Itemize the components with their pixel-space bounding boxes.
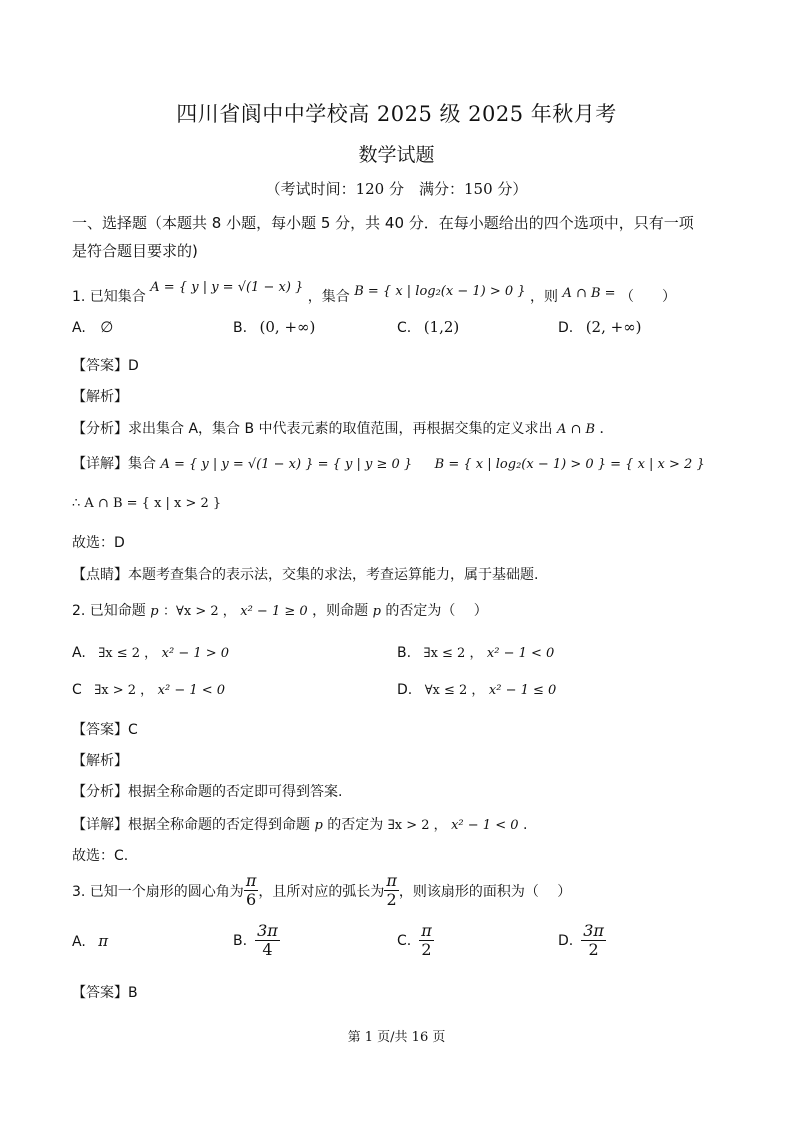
q1-xiangjie-b: B = { x | log₂(x − 1) > 0 } = { x | x > 2 } (434, 457, 705, 472)
q2-option-a-q: ∃x ≤ 2 ， (98, 646, 158, 661)
q3-arc-fraction (384, 872, 399, 909)
q1-option-c-value: (1,2) (423, 318, 460, 336)
section-heading-line2: 是符合题目要求的) (72, 242, 198, 260)
q3-option-b-numerator: 3π (257, 921, 278, 940)
q3-option-d-fraction (581, 922, 606, 959)
q1-xiangjie (72, 453, 705, 473)
q3-option-d-label: D. (558, 932, 574, 949)
q2-xiangjie-p: p (314, 818, 323, 833)
q1-option-d (558, 318, 642, 336)
q2-option-b (397, 642, 554, 661)
q1-comment: 【点睛】本题考查集合的表示法，交集的求法，考查运算能力，属于基础题. (72, 567, 539, 583)
q2-option-a-label: A. (72, 645, 86, 661)
q2-option-d (397, 679, 556, 698)
q2-xiangjie-end: . (522, 817, 528, 833)
q3-option-b (233, 922, 280, 959)
q1-stem-prefix: 1. 已知集合 (72, 289, 146, 305)
q2-option-c-ineq: x² − 1 < 0 (157, 683, 226, 698)
q2-choose: 故选：C. (72, 848, 129, 864)
q2-xiangjie-prefix: 【详解】根据全称命题的否定得到命题 (72, 817, 310, 833)
q1-set-b: B = { x | log₂(x − 1) > 0 } (354, 284, 526, 299)
q2-option-c-q: ∃x > 2 ， (94, 683, 154, 698)
q3-angle-denominator: 6 (245, 890, 257, 909)
q1-fenxi-text: 【分析】求出集合 A，集合 B 中代表元素的取值范围，再根据交集的定义求出 (72, 421, 553, 437)
q3-option-b-label: B. (233, 932, 248, 949)
q1-option-d-label: D. (558, 320, 574, 336)
q1-fenxi (72, 418, 614, 438)
q1-xiangjie-prefix: 【详解】集合 (72, 456, 156, 472)
q2-option-b-q: ∃x ≤ 2 ， (423, 646, 483, 661)
q2-p: p (150, 604, 159, 619)
q3-option-a (72, 932, 108, 950)
q1-option-c (397, 318, 459, 336)
q2-xiangjie (72, 814, 527, 834)
q1-fenxi-end: ． (599, 421, 614, 437)
exam-info: （考试时间：120 分 满分：150 分） (265, 180, 528, 198)
q1-option-a (72, 318, 113, 336)
q3-answer: 【答案】B (72, 985, 138, 1001)
q1-fenxi-math: A ∩ B (556, 422, 596, 437)
q1-blank: （ ） (620, 289, 677, 305)
q1-option-b (233, 318, 315, 336)
q3-option-d (558, 922, 606, 959)
q3-option-a-label: A. (72, 934, 86, 950)
q1-stem-comma: ，则 (530, 289, 558, 305)
q1-ask: A ∩ B = (562, 286, 616, 301)
q2-stem-mid: ：∀x > 2 ， (163, 604, 236, 619)
q2-option-b-label: B. (397, 645, 412, 661)
q2-stem-prefix: 2. 已知命题 (72, 603, 146, 619)
q3-option-c (397, 922, 434, 959)
q3-stem-end: ，则该扇形的面积为（ ） (398, 883, 572, 900)
q1-stem (72, 280, 677, 306)
q2-fenxi: 【分析】根据全称命题的否定即可得到答案. (72, 784, 343, 800)
q2-option-a-ineq: x² − 1 > 0 (161, 646, 230, 661)
q1-option-b-label: B. (233, 320, 248, 336)
q2-xiangjie-ineq: x² − 1 < 0 (451, 818, 519, 833)
q2-option-d-ineq: x² − 1 ≤ 0 (488, 683, 557, 698)
q3-angle-fraction (244, 872, 259, 909)
q3-angle-numerator: π (245, 871, 257, 890)
q2-option-a (72, 642, 229, 661)
q2-xiangjie-mid: 的否定为 (327, 817, 384, 833)
q1-option-c-label: C. (397, 320, 412, 336)
page-number: 第 1 页/共 16 页 (347, 1030, 446, 1045)
q3-option-c-label: C. (397, 932, 412, 949)
q2-stem-ineq: x² − 1 ≥ 0 (240, 604, 308, 619)
q1-stem-mid: ，集合 (307, 289, 350, 305)
q2-option-b-ineq: x² − 1 < 0 (486, 646, 555, 661)
q3-option-d-denominator: 2 (588, 940, 599, 959)
q1-analysis-tag: 【解析】 (72, 389, 128, 405)
q2-analysis-tag: 【解析】 (72, 753, 128, 769)
q3-option-b-fraction (255, 922, 280, 959)
q1-xiangjie-a: A = { y | y = √(1 − x) } = { y | y ≥ 0 } (160, 457, 413, 472)
q2-option-d-q: ∀x ≤ 2 ， (424, 683, 485, 698)
q3-option-c-fraction (419, 922, 434, 959)
q3-option-c-numerator: π (421, 921, 432, 940)
q3-stem-prefix: 3. 已知一个扇形的圆心角为 (72, 883, 244, 900)
q2-stem-tail: 的否定为（ ） (385, 603, 488, 619)
q1-therefore: ∴ A ∩ B = { x | x > 2 } (72, 496, 222, 511)
q2-stem-end: ，则命题 (312, 603, 369, 619)
q3-option-b-denominator: 4 (262, 940, 273, 959)
q3-option-a-value: π (98, 932, 109, 950)
q1-option-b-value: (0, +∞) (259, 318, 316, 336)
section-heading-line1: 一、选择题（本题共 8 小题，每小题 5 分，共 40 分．在每小题给出的四个选项中，只有一项 (72, 214, 694, 232)
q2-p-ref: p (372, 604, 381, 619)
q3-option-c-denominator: 2 (421, 940, 432, 959)
q3-stem-mid: ，且所对应的弧长为 (258, 883, 385, 900)
q2-option-d-label: D. (397, 682, 413, 698)
q2-option-c-label: C (72, 682, 82, 698)
q2-answer: 【答案】C (72, 722, 138, 738)
q1-set-a: A = { y | y = √(1 − x) } (150, 280, 304, 295)
q1-option-a-label: A. (72, 320, 86, 336)
q3-stem (72, 872, 571, 909)
exam-subtitle: 数学试题 (358, 144, 435, 166)
q2-option-c (72, 679, 225, 698)
q2-xiangjie-math: ∃x > 2 ， (387, 818, 447, 833)
q3-option-d-numerator: 3π (583, 921, 604, 940)
q3-arc-numerator: π (386, 871, 397, 890)
q1-option-a-value: ∅ (100, 318, 114, 336)
q2-stem (72, 600, 488, 620)
q1-choose: 故选：D (72, 535, 125, 551)
q1-option-d-value: (2, +∞) (585, 318, 642, 336)
q1-answer: 【答案】D (72, 358, 139, 374)
q3-arc-denominator: 2 (386, 890, 397, 909)
exam-title: 四川省阆中中学校高 2025 级 2025 年秋月考 (176, 102, 617, 126)
